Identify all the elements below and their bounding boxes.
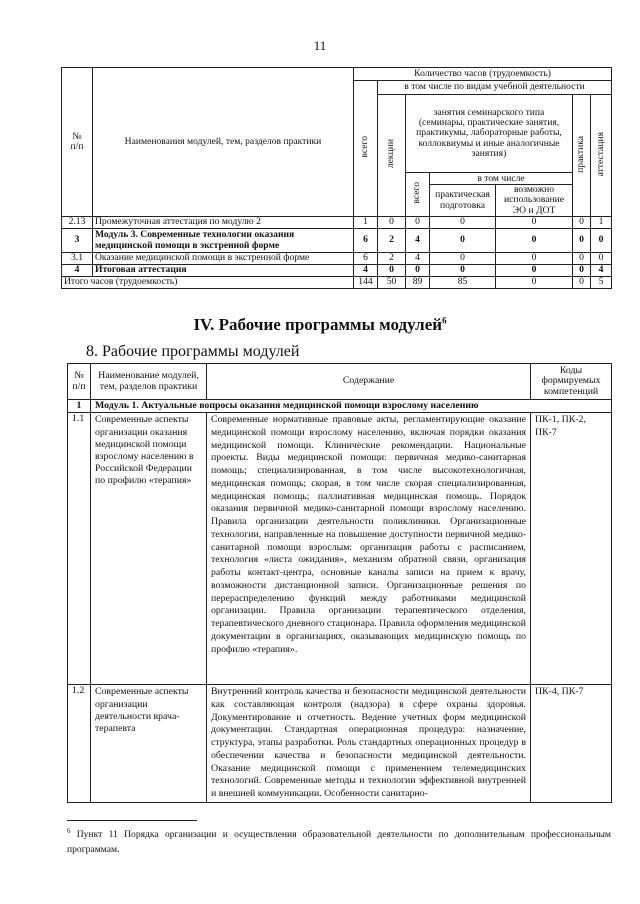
footnote-ref: 6 <box>442 315 447 326</box>
col-name-header: Наименование модулей, тем, разделов практики <box>91 364 207 400</box>
col-lectures-header: лекции <box>378 95 406 217</box>
col-practice-header: практика <box>573 95 591 217</box>
col-codes-header: Коды формируемых компетенций <box>531 364 612 400</box>
total-row: Итого часов (трудоемкость) 144 50 89 85 0 0 5 <box>62 277 612 289</box>
col-eo-dot-header: возможно использование ЭО и ДОТ <box>503 184 565 216</box>
col-seminars-header: занятия семинарского типа (семинары, практические занятия, практикумы, лабораторные работы, коллоквиумы и иные аналогичные занятия) <box>406 95 573 173</box>
col-total-header: всего <box>354 81 378 217</box>
table-row: 2.13 Промежуточная аттестация по модулю 2 1 0 0 0 0 0 1 <box>62 217 612 229</box>
footnote-rule <box>67 820 197 821</box>
col-content-header: Содержание <box>207 364 531 400</box>
col-num-header: № п/п <box>62 68 93 217</box>
table-row: 3.1 Оказание медицинской помощи в экстренной форме 6 2 4 0 0 0 0 <box>62 253 612 265</box>
module-row: 1 Модуль 1. Актуальные вопросы оказания медицинской помощи взрослому населению <box>68 400 612 413</box>
col-incl-header: в том числе практическая подготовка возможно использование ЭО и ДОТ <box>430 173 573 217</box>
col-qty-header: Количество часов (трудоемкость) <box>354 68 612 81</box>
col-sem-total-header: всего <box>406 173 430 217</box>
col-prac-prep-header: практическая подготовка <box>430 185 496 216</box>
table-row: 4 Итоговая аттестация 4 0 0 0 0 0 4 <box>62 265 612 277</box>
col-name-header: Наименования модулей, тем, разделов практики <box>93 68 354 217</box>
table-row: 1.2 Современные аспекты организации деятельности врача-терапевта Внутренний контроль качества и безопасности медицинской деятельности как составляющая контроля (надзора) в сфере охраны здоровья. Документирование и отчетность. Ведение учетных форм медицинской документации. Стандартная операционная процедура: назначение, структура, этапы разработки. Роль стандартных операционных процедур в обеспечении качества и безопасности медицинской деятельности. Оказание медицинской помощи с применением телемедицинских технологий. Современные методы и технологии эффективной внутренней и внешней коммуникации. Особенности санитарно- ПК-4, ПК-7 <box>68 685 612 803</box>
modules-table <box>67 363 612 803</box>
col-num-header: № п/п <box>68 364 91 400</box>
table-row: 3 Модуль 3. Современные технологии оказания медицинской помощи в экстренной форме 6 2 4 0 0 0 0 <box>62 229 612 253</box>
footnote: $^6$ Пункт 11 Порядка организации и осуществления образовательной деятельности по дополнительным профессиональным программам. <box>67 827 611 855</box>
hours-table <box>61 67 612 289</box>
subsection-title: 8. Рабочие программы модулей <box>86 343 300 360</box>
col-bytype-header: в том числе по видам учебной деятельности <box>378 81 612 95</box>
col-attestation-header: аттестация <box>591 95 612 217</box>
section-title: IV. Рабочие программы модулей$^6$ <box>193 315 447 334</box>
page-number: 11 <box>313 38 327 53</box>
table-row: 1.1 Современные аспекты организации оказания медицинской помощи взрослому населению в Российской Федерации по профилю «терапия» Современные нормативные правовые акты, регламентирующие оказание медицинской помощи взрослому населению, включая порядки оказания медицинской помощи. Клинические рекомендации. Национальные проекты. Виды медицинской помощи: первичная медико-санитарная помощь; специализированная, в том числе высокотехнологичная, медицинская помощь; скорая, в том числе скорая специализированная, медицинская помощь; паллиативная медицинская помощь. Порядок оказания первичной медико-санитарной помощи взрослому населению. Правила организации деятельности поликлиники. Организационные технологии, направленные на повышение доступности первичной медико-санитарной помощи взрослым: организация работы с расписанием, технология «листа ожидания», механизм обратной связи, организация работы контакт-центра, основные каналы записи на прием к врачу, возможности дистанционной записи. Организационные решения по перераспределению функций между работниками медицинской организации. Правила организации терапевтического отделения, терапевтического дневного стационара. Правила оформления медицинской документации в организациях, оказывающих медицинскую помощь по профилю «терапия». ПК-1, ПК-2, ПК-7 <box>68 413 612 685</box>
